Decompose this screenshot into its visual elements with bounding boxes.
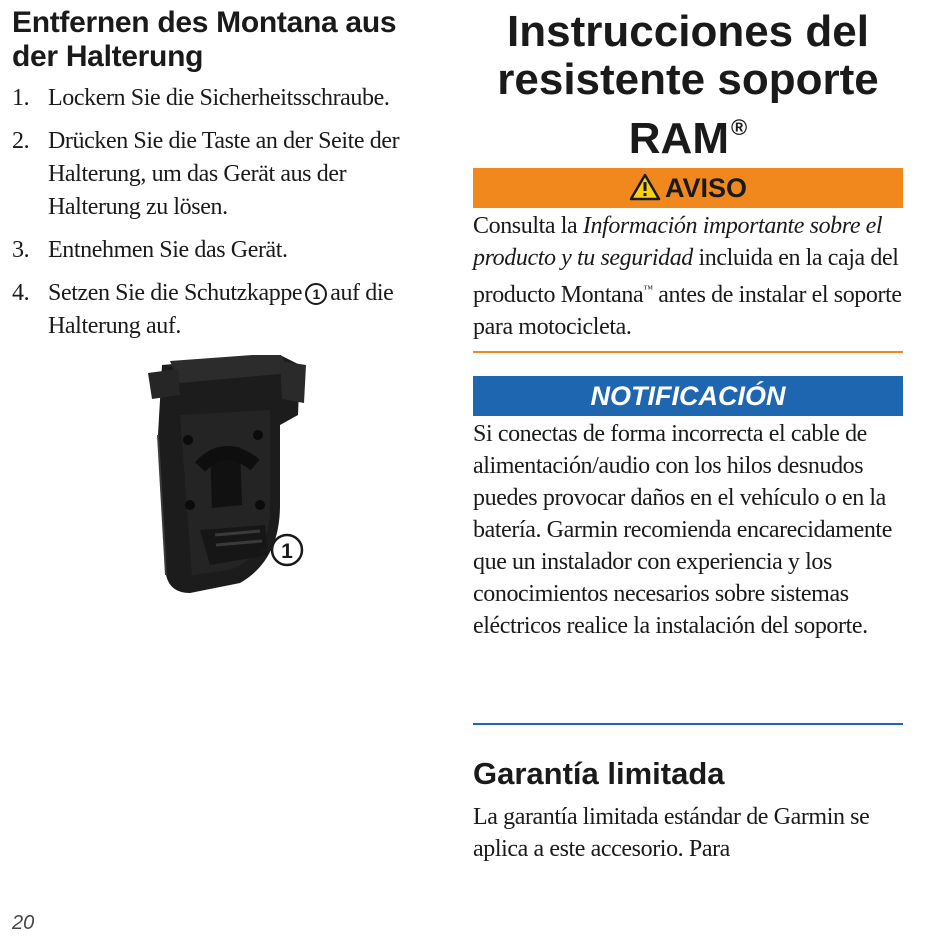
warning-triangle-icon — [629, 172, 661, 212]
page-title — [473, 8, 903, 163]
step-item — [12, 82, 442, 115]
mount-cradle-image — [130, 355, 320, 595]
steps-list — [12, 82, 442, 343]
step-number: 3. — [12, 237, 30, 263]
trademark-mark: ™ — [643, 284, 653, 295]
notice-banner: NOTIFICACIÓN — [473, 376, 903, 416]
right-column — [473, 7, 903, 862]
section-heading-remove: Entfernen des Montana aus der Halterung — [12, 6, 397, 73]
registered-mark: ® — [730, 115, 748, 140]
warning-text-part: incluida en la caja del producto Montana — [473, 245, 899, 308]
page-number: 20 — [12, 912, 35, 934]
left-column — [12, 6, 442, 353]
notice-text: Si conectas de forma incorrecta el cable de alimentación/audio con los hilos desnudos puedes provocar daños en el vehículo o en la batería. Garmin recomienda encarecidamente que un instalador con experiencia y los conocimientos necesarios sobre sistemas eléctricos realice la instalación del soporte. — [473, 421, 892, 639]
warranty-heading: Garantía limitada — [473, 756, 725, 791]
warning-text-part: Consulta la — [473, 213, 583, 239]
figure-callout-label: 1 — [281, 540, 293, 563]
callout-1-icon: 1 — [305, 283, 327, 305]
step-item — [12, 234, 442, 267]
warning-text-part: antes de instalar el soporte para motocicleta. — [473, 282, 902, 340]
step-text-before: Setzen Sie die Schutzkappe — [48, 280, 303, 306]
notice-divider — [473, 723, 903, 725]
step-number: 4. — [12, 280, 30, 306]
step-text-after: auf die Halterung auf. — [48, 280, 394, 339]
step-text: Lockern Sie die Sicherheitsschraube. — [48, 85, 390, 111]
step-item — [12, 125, 442, 224]
step-item — [12, 277, 442, 343]
title-line-3: RAM — [628, 114, 729, 163]
step-number: 1. — [12, 85, 30, 111]
warranty-text: La garantía limitada estándar de Garmin se aplica a este accesorio. Para — [473, 804, 870, 862]
warning-text — [473, 210, 903, 343]
step-text: Entnehmen Sie das Gerät. — [48, 237, 288, 263]
warning-text-italic: Información importante sobre el producto y tu seguridad — [473, 213, 883, 271]
warning-label: AVISO — [664, 173, 747, 203]
title-line-2: resistente soporte — [497, 55, 879, 104]
step-text: Drücken Sie die Taste an der Seite der Halterung, um das Gerät aus der Halterung zu lösen. — [48, 128, 400, 220]
warning-divider — [473, 351, 903, 353]
step-number: 2. — [12, 128, 30, 154]
warning-banner — [473, 168, 903, 208]
title-line-1: Instrucciones del — [507, 7, 869, 56]
